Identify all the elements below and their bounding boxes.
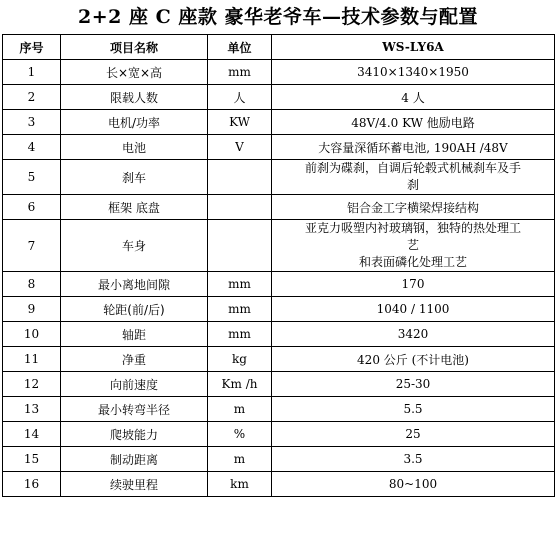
row-value: 大容量深循环蓄电池, 190AH /48V bbox=[272, 135, 555, 160]
row-item: 电池 bbox=[61, 135, 208, 160]
row-item: 刹车 bbox=[61, 160, 208, 195]
row-value: 170 bbox=[272, 272, 555, 297]
row-no: 13 bbox=[3, 397, 61, 422]
row-no: 6 bbox=[3, 195, 61, 220]
row-no: 3 bbox=[3, 110, 61, 135]
table-row bbox=[3, 322, 555, 347]
table-row bbox=[3, 60, 555, 85]
row-no: 5 bbox=[3, 160, 61, 195]
row-item: 最小转弯半径 bbox=[61, 397, 208, 422]
table-row bbox=[3, 85, 555, 110]
row-unit: kg bbox=[208, 347, 272, 372]
row-item: 净重 bbox=[61, 347, 208, 372]
table-row bbox=[3, 160, 555, 195]
row-unit: mm bbox=[208, 297, 272, 322]
row-unit: mm bbox=[208, 322, 272, 347]
row-unit bbox=[208, 220, 272, 272]
row-item: 框架 底盘 bbox=[61, 195, 208, 220]
row-item: 长×宽×高 bbox=[61, 60, 208, 85]
row-value: 4 人 bbox=[272, 85, 555, 110]
row-no: 8 bbox=[3, 272, 61, 297]
row-unit: m bbox=[208, 397, 272, 422]
row-no: 15 bbox=[3, 447, 61, 472]
row-item: 车身 bbox=[61, 220, 208, 272]
row-item: 限载人数 bbox=[61, 85, 208, 110]
row-value: 5.5 bbox=[272, 397, 555, 422]
row-value: 80~100 bbox=[272, 472, 555, 497]
table-row bbox=[3, 447, 555, 472]
row-no: 4 bbox=[3, 135, 61, 160]
row-item: 爬坡能力 bbox=[61, 422, 208, 447]
table-row bbox=[3, 110, 555, 135]
row-no: 14 bbox=[3, 422, 61, 447]
table-row bbox=[3, 272, 555, 297]
row-value: 1040 / 1100 bbox=[272, 297, 555, 322]
row-no: 9 bbox=[3, 297, 61, 322]
table-row bbox=[3, 347, 555, 372]
table-row bbox=[3, 220, 555, 272]
row-value: 3.5 bbox=[272, 447, 555, 472]
row-unit: m bbox=[208, 447, 272, 472]
row-unit: KW bbox=[208, 110, 272, 135]
header-no: 序号 bbox=[3, 35, 61, 60]
table-row bbox=[3, 372, 555, 397]
row-item: 向前速度 bbox=[61, 372, 208, 397]
table-row bbox=[3, 297, 555, 322]
table-row bbox=[3, 397, 555, 422]
row-unit: mm bbox=[208, 60, 272, 85]
header-item: 项目名称 bbox=[61, 35, 208, 60]
row-item: 续驶里程 bbox=[61, 472, 208, 497]
row-item: 电机/功率 bbox=[61, 110, 208, 135]
header-unit: 单位 bbox=[208, 35, 272, 60]
row-no: 7 bbox=[3, 220, 61, 272]
row-unit: Km /h bbox=[208, 372, 272, 397]
value-line: 前刹为碟刹，自调后轮毂式机械刹车及手 bbox=[304, 161, 521, 175]
table-row bbox=[3, 135, 555, 160]
row-value: 48V/4.0 KW 他励电路 bbox=[272, 110, 555, 135]
spec-table bbox=[2, 34, 555, 497]
value-line: 亚克力吸塑内衬玻璃钢，独特的热处理工 bbox=[304, 221, 521, 235]
row-unit: km bbox=[208, 472, 272, 497]
table-row bbox=[3, 422, 555, 447]
row-value: 420 公斤 (不计电池) bbox=[272, 347, 555, 372]
row-item: 最小离地间隙 bbox=[61, 272, 208, 297]
value-line: 刹 bbox=[406, 178, 419, 192]
row-value: 3410×1340×1950 bbox=[272, 60, 555, 85]
value-line: 艺 bbox=[406, 238, 419, 252]
header-model: WS-LY6A bbox=[272, 35, 555, 60]
row-value: 3420 bbox=[272, 322, 555, 347]
row-item: 轴距 bbox=[61, 322, 208, 347]
row-value bbox=[272, 160, 555, 195]
table-header-row bbox=[3, 35, 555, 60]
row-no: 10 bbox=[3, 322, 61, 347]
row-value bbox=[272, 220, 555, 272]
row-no: 2 bbox=[3, 85, 61, 110]
table-row bbox=[3, 472, 555, 497]
row-no: 12 bbox=[3, 372, 61, 397]
row-value: 25-30 bbox=[272, 372, 555, 397]
row-no: 16 bbox=[3, 472, 61, 497]
row-unit: mm bbox=[208, 272, 272, 297]
row-unit: % bbox=[208, 422, 272, 447]
row-unit: V bbox=[208, 135, 272, 160]
value-line: 和表面磷化处理工艺 bbox=[358, 255, 467, 269]
row-unit bbox=[208, 195, 272, 220]
document-title: 2+2 座 C 座款 豪华老爷车—技术参数与配置 bbox=[78, 6, 478, 28]
row-no: 11 bbox=[3, 347, 61, 372]
row-unit: 人 bbox=[208, 85, 272, 110]
table-row bbox=[3, 195, 555, 220]
row-item: 轮距(前/后) bbox=[61, 297, 208, 322]
row-value: 铝合金工字横梁焊接结构 bbox=[272, 195, 555, 220]
row-no: 1 bbox=[3, 60, 61, 85]
row-value: 25 bbox=[272, 422, 555, 447]
row-item: 制动距离 bbox=[61, 447, 208, 472]
row-unit bbox=[208, 160, 272, 195]
